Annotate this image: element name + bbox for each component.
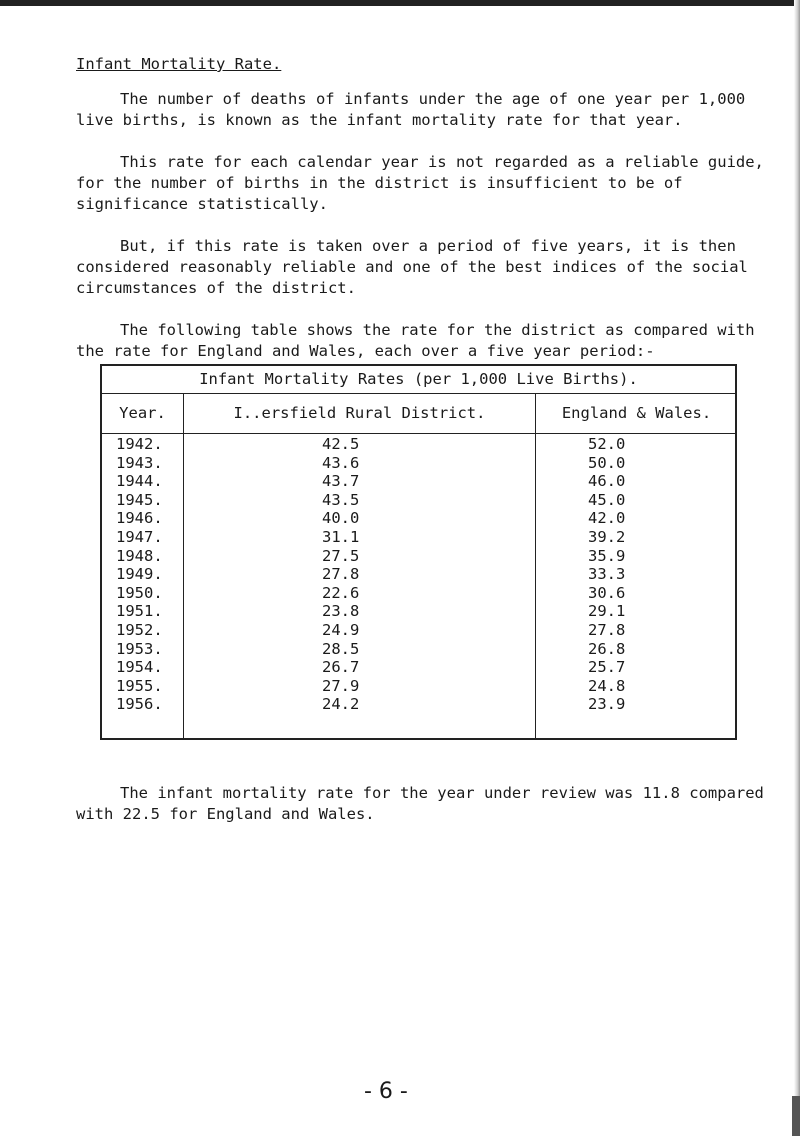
cell-england-wales-rate: 42.0: [588, 509, 626, 528]
cell-district-rate: 28.5: [322, 639, 360, 658]
cell-year: 1955.: [116, 676, 163, 695]
table-body: [102, 435, 735, 714]
cell-england-wales-rate: 26.8: [588, 639, 626, 658]
cell-year: 1951.: [116, 602, 163, 621]
table-row: [102, 584, 735, 603]
cell-year: 1956.: [116, 695, 163, 714]
cell-year: 1950.: [116, 583, 163, 602]
cell-year: 1943.: [116, 453, 163, 472]
cell-district-rate: 43.5: [322, 490, 360, 509]
paragraph-table-intro: The following table shows the rate for the district as compared with the rate for England and Wales, each over a five year period:-: [76, 321, 755, 360]
table-row: [102, 621, 735, 640]
page-top-edge: [0, 0, 800, 6]
cell-year: 1948.: [116, 546, 163, 565]
header-england-wales: England & Wales.: [561, 404, 712, 422]
cell-england-wales-rate: 46.0: [588, 472, 626, 491]
page-corner-shadow: [792, 1096, 800, 1136]
cell-england-wales-rate: 27.8: [588, 620, 626, 639]
table-row: [102, 435, 735, 454]
cell-england-wales-rate: 25.7: [588, 658, 626, 677]
document-body: [76, 54, 776, 383]
header-district: I..ersfield Rural District.: [233, 404, 486, 422]
table-row: [102, 454, 735, 473]
table-header-row: [102, 393, 735, 434]
page-number: - 6 -: [364, 1079, 408, 1104]
paragraph-reliability: This rate for each calendar year is not regarded as a reliable guide, for the number of births in the district is insufficient to be of significance statistically.: [76, 153, 764, 213]
section-title: Infant Mortality Rate.: [76, 55, 282, 73]
cell-district-rate: 22.6: [322, 583, 360, 602]
cell-england-wales-rate: 33.3: [588, 565, 626, 584]
cell-district-rate: 31.1: [322, 527, 360, 546]
table-row: [102, 528, 735, 547]
cell-district-rate: 43.7: [322, 472, 360, 491]
table-row: [102, 491, 735, 510]
mortality-table: [100, 364, 737, 740]
cell-district-rate: 40.0: [322, 509, 360, 528]
paragraph-five-year: But, if this rate is taken over a period of five years, it is then considered reasonably reliable and one of the best indices of the social circumstances of the district.: [76, 237, 748, 297]
cell-year: 1944.: [116, 472, 163, 491]
cell-england-wales-rate: 45.0: [588, 490, 626, 509]
table-caption: Infant Mortality Rates (per 1,000 Live Births).: [102, 366, 735, 394]
cell-year: 1952.: [116, 620, 163, 639]
cell-district-rate: 43.6: [322, 453, 360, 472]
table-row: [102, 547, 735, 566]
table-row: [102, 472, 735, 491]
cell-district-rate: 27.9: [322, 676, 360, 695]
cell-district-rate: 23.8: [322, 602, 360, 621]
table-row: [102, 658, 735, 677]
paragraph-year-under-review: The infant mortality rate for the year under review was 11.8 compared with 22.5 for England and Wales.: [76, 783, 764, 823]
table-row: [102, 695, 735, 714]
cell-district-rate: 27.5: [322, 546, 360, 565]
table-row: [102, 677, 735, 696]
cell-year: 1954.: [116, 658, 163, 677]
cell-year: 1953.: [116, 639, 163, 658]
cell-district-rate: 26.7: [322, 658, 360, 677]
table-row: [102, 565, 735, 584]
cell-district-rate: 27.8: [322, 565, 360, 584]
cell-england-wales-rate: 24.8: [588, 676, 626, 695]
cell-year: 1949.: [116, 565, 163, 584]
header-year: Year.: [119, 404, 166, 422]
cell-england-wales-rate: 50.0: [588, 453, 626, 472]
table-row: [102, 640, 735, 659]
cell-district-rate: 24.2: [322, 695, 360, 714]
cell-district-rate: 42.5: [322, 435, 360, 453]
page-right-edge: [794, 0, 800, 1136]
cell-district-rate: 24.9: [322, 620, 360, 639]
cell-england-wales-rate: 39.2: [588, 527, 626, 546]
table-row: [102, 602, 735, 621]
cell-year: 1946.: [116, 509, 163, 528]
cell-england-wales-rate: 23.9: [588, 695, 626, 714]
table-row: [102, 509, 735, 528]
cell-england-wales-rate: 30.6: [588, 583, 626, 602]
cell-england-wales-rate: 52.0: [588, 435, 626, 453]
cell-year: 1945.: [116, 490, 163, 509]
cell-england-wales-rate: 35.9: [588, 546, 626, 565]
cell-year: 1942.: [116, 435, 163, 453]
cell-england-wales-rate: 29.1: [588, 602, 626, 621]
paragraph-definition: The number of deaths of infants under the age of one year per 1,000 live births, is known as the infant mortality rate for that year.: [76, 90, 746, 129]
cell-year: 1947.: [116, 527, 163, 546]
